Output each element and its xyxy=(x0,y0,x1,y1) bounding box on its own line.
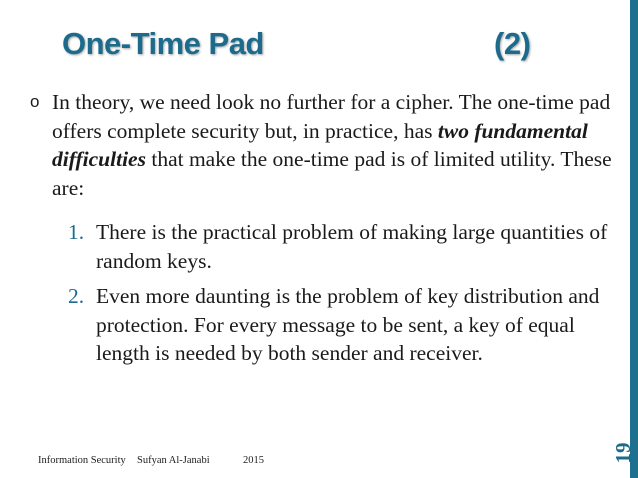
list-item xyxy=(68,218,622,275)
intro-paragraph xyxy=(52,88,622,202)
para-text-1: In theory, we need look no further for a cipher. The one-time pad offers complete security but, in practice, has xyxy=(52,90,611,143)
list-item-text: Even more daunting is the problem of key distribution and protection. For every message to be sent, a key of equal length is needed by both sender and receiver. xyxy=(96,284,600,365)
list-item xyxy=(68,282,622,368)
list-item-number: 1. xyxy=(68,220,85,244)
footer-course: Information Security xyxy=(38,455,126,466)
bullet-marker: o xyxy=(30,92,40,111)
page-number: 19 xyxy=(611,442,635,464)
list-item-number: 2. xyxy=(68,284,85,308)
slide-body xyxy=(30,88,622,375)
list-item-text: There is the practical problem of making large quantities of random keys. xyxy=(96,220,608,273)
right-accent-bar xyxy=(630,0,638,478)
difficulty-list xyxy=(68,218,622,368)
para-emphasis: two fundamental difficulties xyxy=(52,118,588,171)
footer-year: 2015 xyxy=(243,455,264,466)
title-text: One-Time Pad xyxy=(62,26,264,61)
para-text-2: that make the one-time pad is of limited utility. These are: xyxy=(52,147,612,200)
slide-title xyxy=(62,26,562,68)
title-number: (2) xyxy=(494,26,531,61)
footer-author: Sufyan Al-Janabi xyxy=(137,455,210,466)
